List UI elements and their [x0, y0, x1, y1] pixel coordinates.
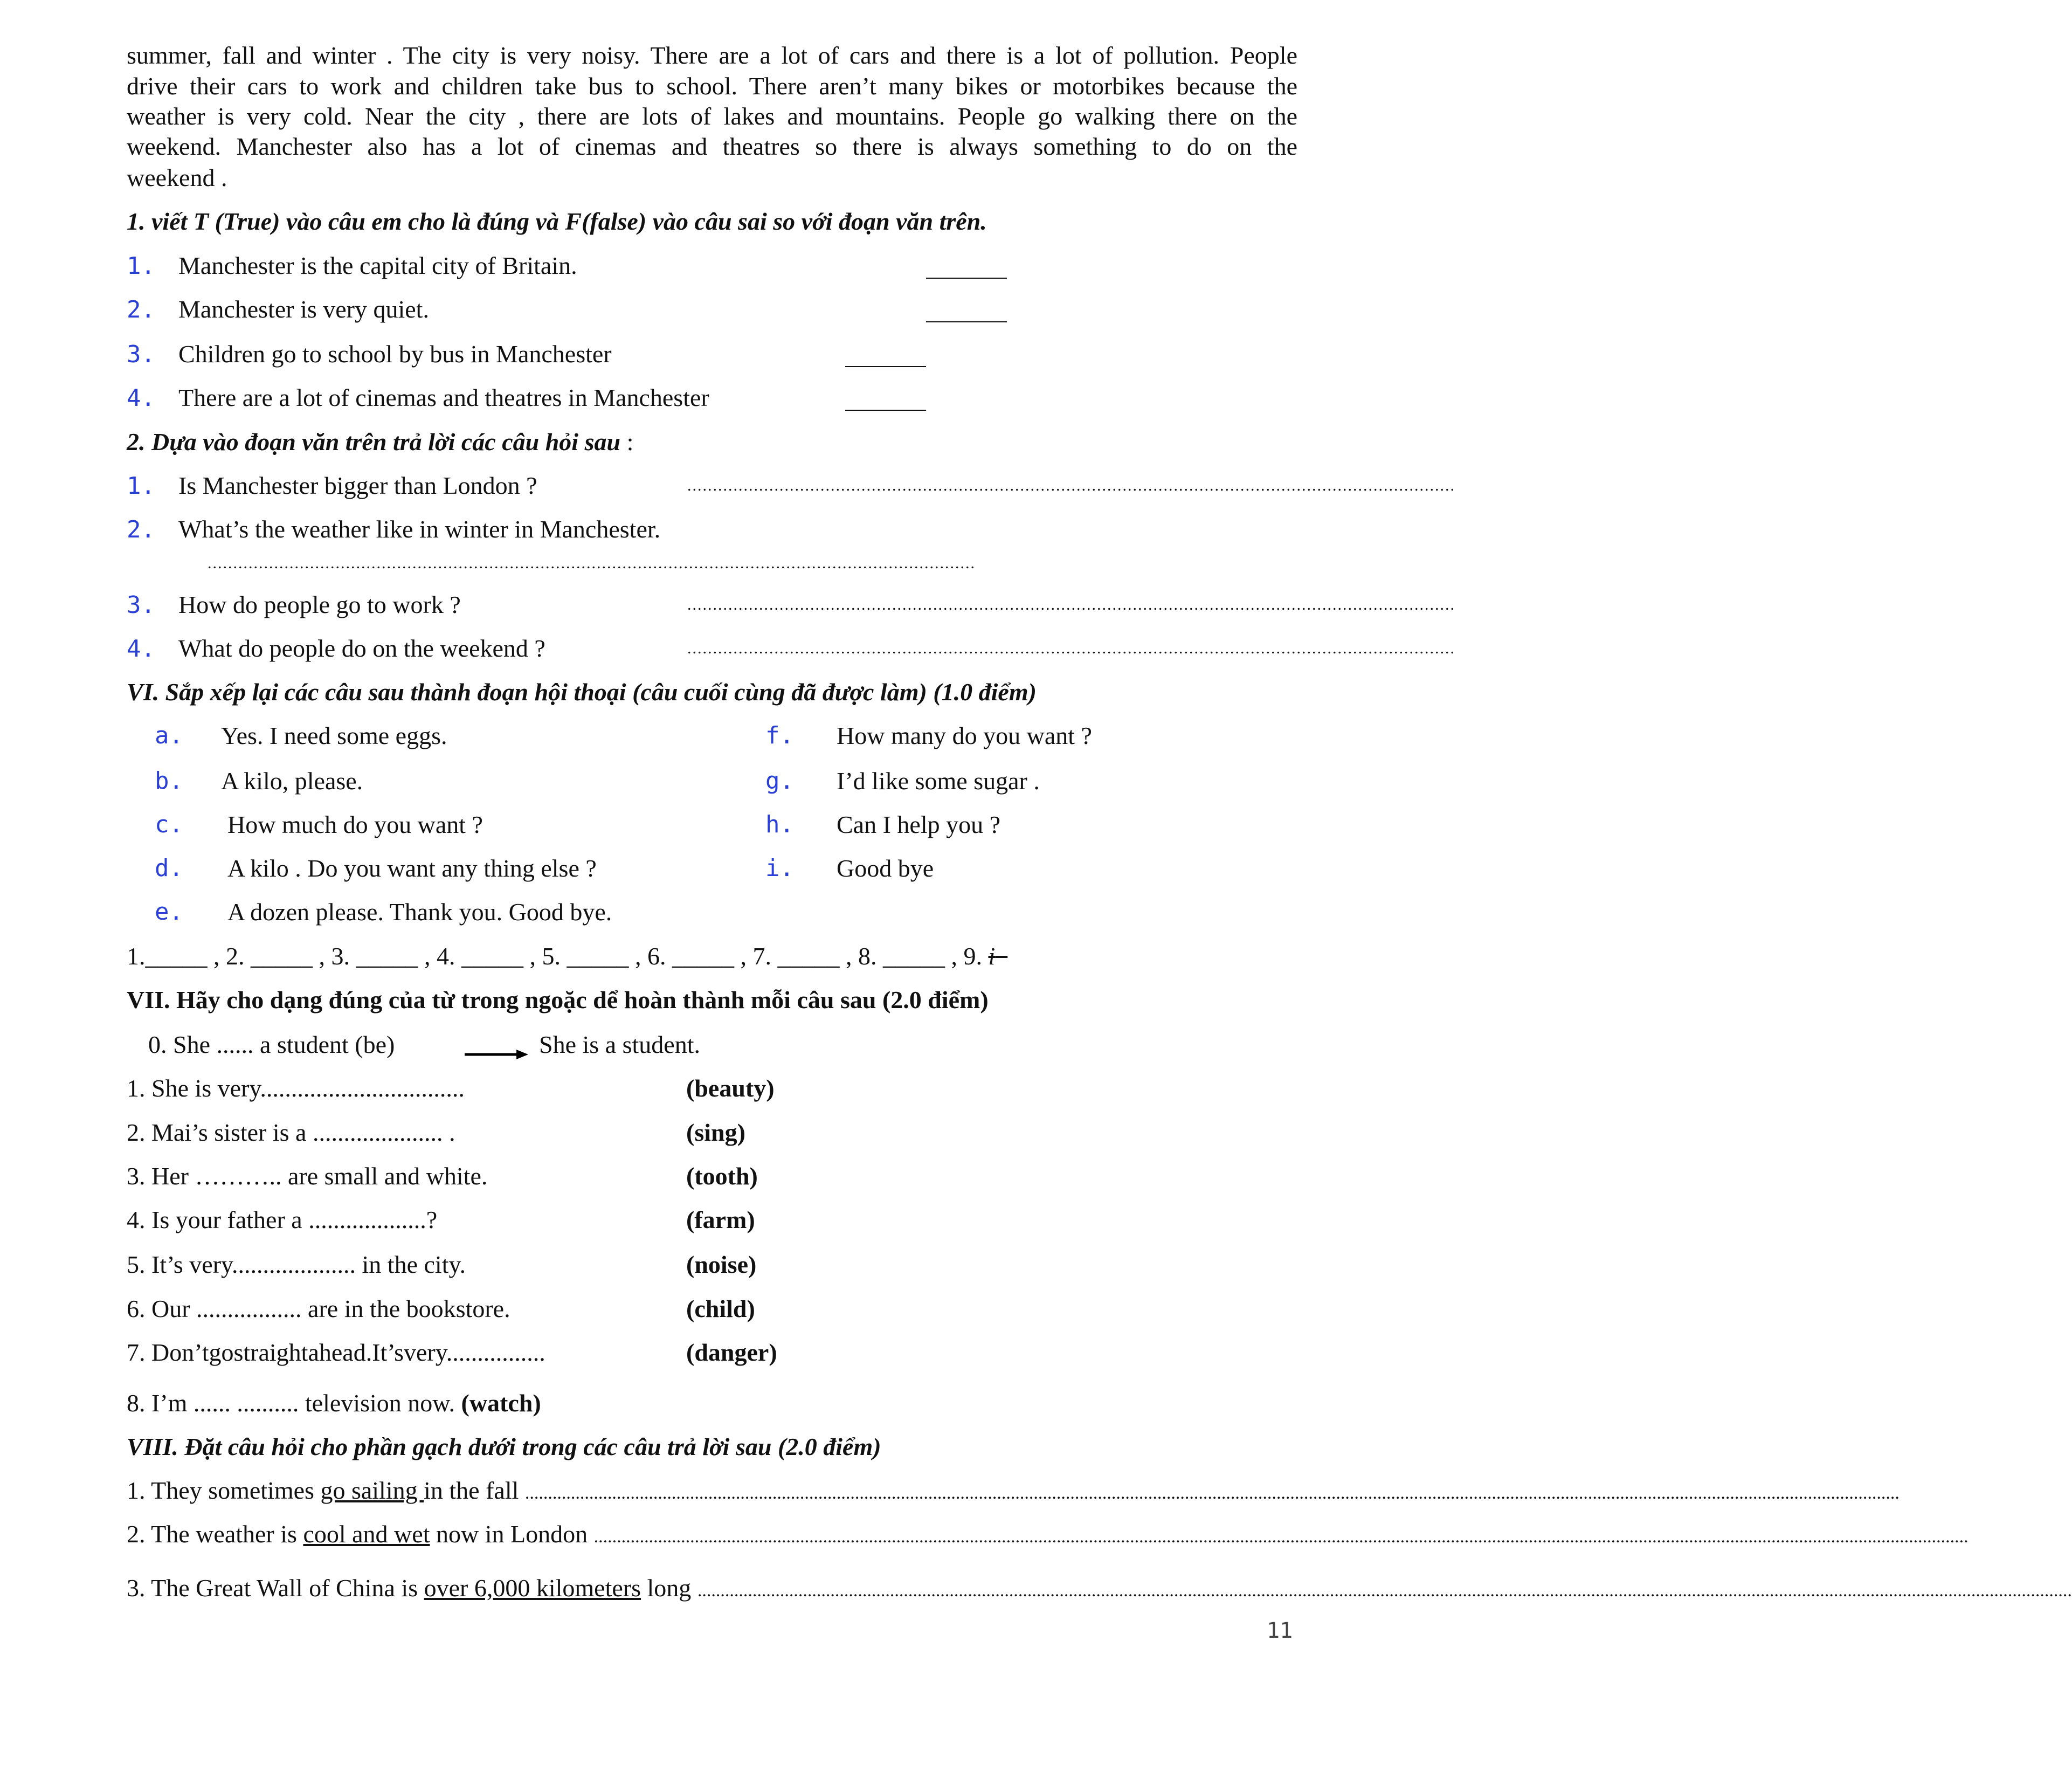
- question-number: 3.: [127, 591, 155, 619]
- dialogue-line: I’d like some sugar .: [837, 767, 1040, 795]
- statement: There are a lot of cinemas and theatres in Manchester: [178, 384, 709, 411]
- section1-title: 1. viết T (True) vào câu em cho là đúng và F(false) vào câu sai so với đoạn văn trên.: [127, 208, 987, 235]
- true-false-item: [127, 339, 155, 370]
- dialogue-letter: e.: [155, 898, 183, 926]
- dialogue-line: Yes. I need some eggs.: [221, 722, 447, 749]
- word-hint: (child): [686, 1295, 755, 1322]
- word-hint: (sing): [686, 1119, 745, 1146]
- answer-blank[interactable]: [926, 321, 1007, 322]
- answer-line[interactable]: ......................................................................................................................................................: [687, 639, 1455, 657]
- answer-blanks[interactable]: 1._____ , 2. _____ , 3. _____ , 4. _____ , 5. _____ , 6. _____ , 7. _____ , 8. _____ , 9. i: [127, 942, 996, 970]
- question-item[interactable]: 1. They sometimes go sailing in the fall ............................................................................................................................................................................................................................................................................................................: [127, 1477, 1900, 1504]
- dialogue-letter: i.: [765, 854, 794, 882]
- passage-line: weekend. Manchester also has a lot of cinemas and theatres so there is always something to do on the: [127, 133, 1297, 160]
- page-number: 11: [1267, 1618, 1293, 1643]
- statement: Manchester is very quiet.: [178, 295, 429, 323]
- word-hint: (noise): [686, 1251, 757, 1278]
- question: Is Manchester bigger than London ?: [178, 472, 537, 499]
- question-item[interactable]: 2. The weather is cool and wet now in London ............................................................................................................................................................................................................................................................................................................: [127, 1520, 1969, 1548]
- example-question: 0. She ...... a student (be): [148, 1031, 395, 1058]
- dialogue-line: Can I help you ?: [837, 811, 1001, 838]
- word-form-item: 5. It’s very.................... in the city.: [127, 1251, 466, 1278]
- item-number: 4.: [127, 384, 155, 412]
- dialogue-letter: d.: [155, 854, 183, 882]
- word-form-item: 2. Mai’s sister is a ..................... .: [127, 1119, 455, 1146]
- example-answer: She is a student.: [539, 1031, 700, 1058]
- passage-line: drive their cars to work and children take bus to school. There aren’t many bikes or motorbikes because the: [127, 72, 1297, 100]
- true-false-item: [127, 383, 155, 413]
- item-number: 2.: [127, 296, 155, 323]
- question: What’s the weather like in winter in Manchester.: [178, 515, 661, 543]
- dialogue-line: A kilo . Do you want any thing else ?: [227, 854, 597, 882]
- word-form-item: 8. I’m ...... .......... television now. (watch): [127, 1389, 541, 1417]
- dialogue-line: A kilo, please.: [221, 767, 363, 795]
- section7-title: VII. Hãy cho dạng đúng của từ trong ngoặc dể hoàn thành mỗi câu sau (2.0 điểm): [127, 986, 989, 1013]
- word-form-item: 6. Our ................. are in the bookstore.: [127, 1295, 510, 1322]
- dialogue-letter: b.: [155, 767, 183, 795]
- answer-line[interactable]: ......................................................................................................................................................: [687, 596, 1455, 613]
- question-number: 1.: [127, 472, 155, 500]
- word-hint: (tooth): [686, 1162, 758, 1190]
- statement: Manchester is the capital city of Britain.: [178, 252, 577, 279]
- word-form-item: 4. Is your father a ...................?: [127, 1206, 438, 1233]
- arrow-icon: [465, 1049, 529, 1060]
- question-number: 2.: [127, 516, 155, 543]
- dialogue-letter: a.: [155, 722, 183, 749]
- word-hint: (beauty): [686, 1074, 775, 1102]
- answer-blank[interactable]: [845, 366, 926, 367]
- dialogue-line: A dozen please. Thank you. Good bye.: [227, 898, 612, 926]
- item-number: 3.: [127, 341, 155, 368]
- word-hint: (farm): [686, 1206, 755, 1233]
- statement: Children go to school by bus in Manchester: [178, 340, 612, 368]
- dialogue-line: How many do you want ?: [837, 722, 1092, 749]
- true-false-item: [127, 294, 155, 325]
- question: How do people go to work ?: [178, 591, 461, 618]
- dialogue-letter: f.: [765, 722, 794, 749]
- answer-blank[interactable]: [845, 410, 926, 411]
- true-false-item: [127, 251, 155, 281]
- dialogue-line: Good bye: [837, 854, 934, 882]
- item-number: 1.: [127, 252, 155, 280]
- section2-title: 2. Dựa vào đoạn văn trên trả lời các câu hỏi sau :: [127, 428, 634, 456]
- passage-line: summer, fall and winter . The city is very noisy. There are a lot of cars and there is a lot of pollution. People: [127, 42, 1297, 69]
- section6-title: VI. Sắp xếp lại các câu sau thành đoạn hội thoại (câu cuối cùng đã được làm) (1.0 điểm): [127, 678, 1037, 706]
- passage-line: weekend .: [127, 164, 227, 191]
- answer-blank[interactable]: [926, 278, 1007, 279]
- word-form-item: 3. Her ……….. are small and white.: [127, 1162, 488, 1190]
- word-form-item: 7. Don’tgostraightahead.It’svery................: [127, 1339, 545, 1366]
- dialogue-letter: h.: [765, 811, 794, 838]
- answer-line[interactable]: ......................................................................................................................................................: [208, 554, 976, 572]
- dialogue-letter: g.: [765, 767, 794, 795]
- passage-line: weather is very cold. Near the city , there are lots of lakes and mountains. People go walking there on the: [127, 102, 1297, 130]
- word-form-item: 1. She is very.................................: [127, 1074, 465, 1102]
- dialogue-letter: c.: [155, 811, 183, 838]
- answer-line[interactable]: ......................................................................................................................................................: [687, 477, 1455, 494]
- word-hint: (danger): [686, 1339, 777, 1366]
- dialogue-line: How much do you want ?: [227, 811, 483, 838]
- question-number: 4.: [127, 635, 155, 663]
- question-item[interactable]: 3. The Great Wall of China is over 6,000 kilometers long ............................................................................................................................................................................................................................................................................................................: [127, 1574, 2072, 1602]
- section8-title: VIII. Đặt câu hỏi cho phần gạch dưới trong các câu trả lời sau (2.0 điểm): [127, 1433, 881, 1460]
- question: What do people do on the weekend ?: [178, 635, 545, 662]
